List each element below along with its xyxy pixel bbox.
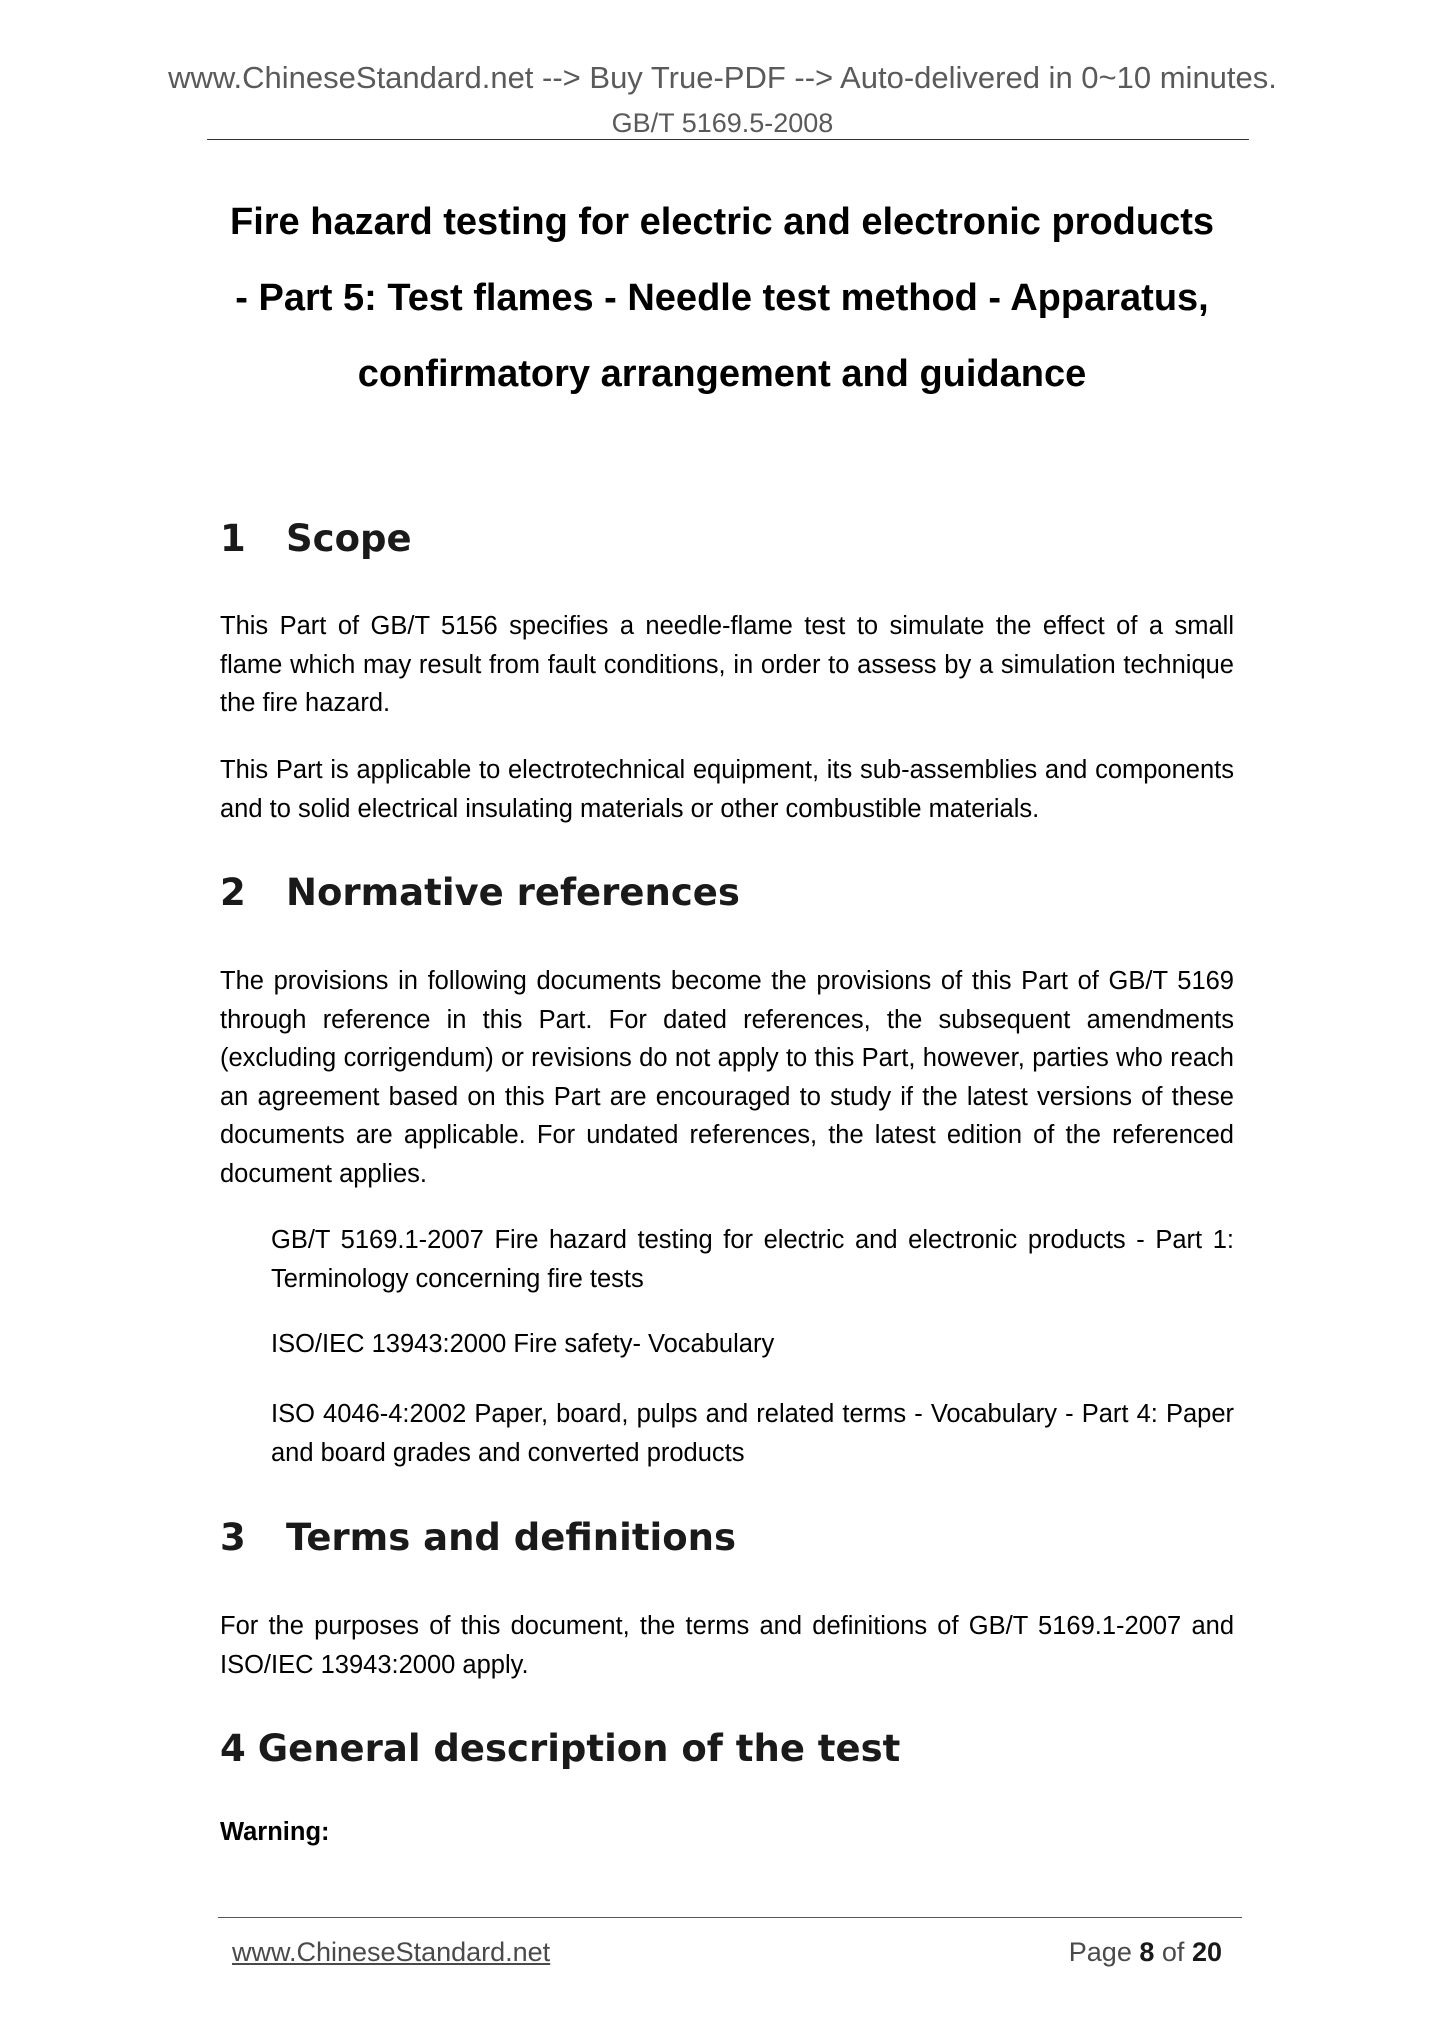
- section-2-heading: [220, 871, 740, 914]
- section-title: General description of the test: [257, 1727, 901, 1770]
- section-number: 2: [220, 871, 246, 914]
- page-label: Page: [1068, 1937, 1132, 1967]
- title-line-2: - Part 5: Test flames - Needle test method - Apparatus,: [235, 277, 1209, 319]
- section-title: Scope: [286, 517, 412, 560]
- title-line-1: Fire hazard testing for electric and electronic products: [229, 201, 1214, 243]
- page-of: of: [1161, 1937, 1185, 1967]
- footer-divider: [218, 1917, 1242, 1918]
- section-number: 4: [220, 1727, 246, 1770]
- section-number: 1: [220, 517, 246, 560]
- normative-paragraph: The provisions in following documents become the provisions of this Part of GB/T 5169 through reference in this Part. For dated references, the subsequent amendments (excluding corrigendum) or revisions do not apply to this Part, however, parties who reach an agreement based on this Part are encouraged to study if the latest versions of these documents are applicable. For undated references, the latest edition of the referenced document applies.: [220, 967, 1234, 1188]
- section-4-heading: [220, 1727, 900, 1770]
- site-banner: www.ChineseStandard.net --> Buy True-PDF --> Auto-delivered in 0~10 minutes.: [168, 60, 1277, 95]
- terms-paragraph: For the purposes of this document, the terms and definitions of GB/T 5169.1-2007 and ISO/IEC 13943:2000 apply.: [220, 1612, 1234, 1679]
- reference-item: ISO 4046-4:2002 Paper, board, pulps and related terms - Vocabulary - Part 4: Paper and board grades and converted products: [271, 1400, 1234, 1467]
- title-line-3: confirmatory arrangement and guidance: [357, 353, 1087, 395]
- reference-item: ISO/IEC 13943:2000 Fire safety- Vocabulary: [271, 1330, 775, 1358]
- page-current: 8: [1139, 1937, 1155, 1967]
- reference-item: GB/T 5169.1-2007 Fire hazard testing for electric and electronic products - Part 1: Terminology concerning fire tests: [271, 1226, 1234, 1293]
- header-divider: [207, 139, 1249, 140]
- standard-code: GB/T 5169.5-2008: [611, 108, 834, 138]
- section-1-heading: [220, 517, 412, 560]
- page-indicator: [1069, 1937, 1222, 1968]
- scope-paragraph-1: This Part of GB/T 5156 specifies a needle-flame test to simulate the effect of a small flame which may result from fault conditions, in order to assess by a simulation technique the fire hazard.: [220, 612, 1234, 717]
- warning-label: Warning:: [220, 1818, 330, 1846]
- section-number: 3: [220, 1516, 246, 1559]
- section-3-heading: [220, 1516, 736, 1559]
- page-total: 20: [1191, 1937, 1222, 1967]
- footer-site-link[interactable]: www.ChineseStandard.net: [232, 1937, 551, 1967]
- section-title: Normative references: [286, 871, 740, 914]
- section-title: Terms and definitions: [286, 1516, 736, 1559]
- document-title: [207, 184, 1237, 412]
- scope-paragraph-2: This Part is applicable to electrotechnical equipment, its sub-assemblies and components and to solid electrical insulating materials or other combustible materials.: [220, 756, 1234, 823]
